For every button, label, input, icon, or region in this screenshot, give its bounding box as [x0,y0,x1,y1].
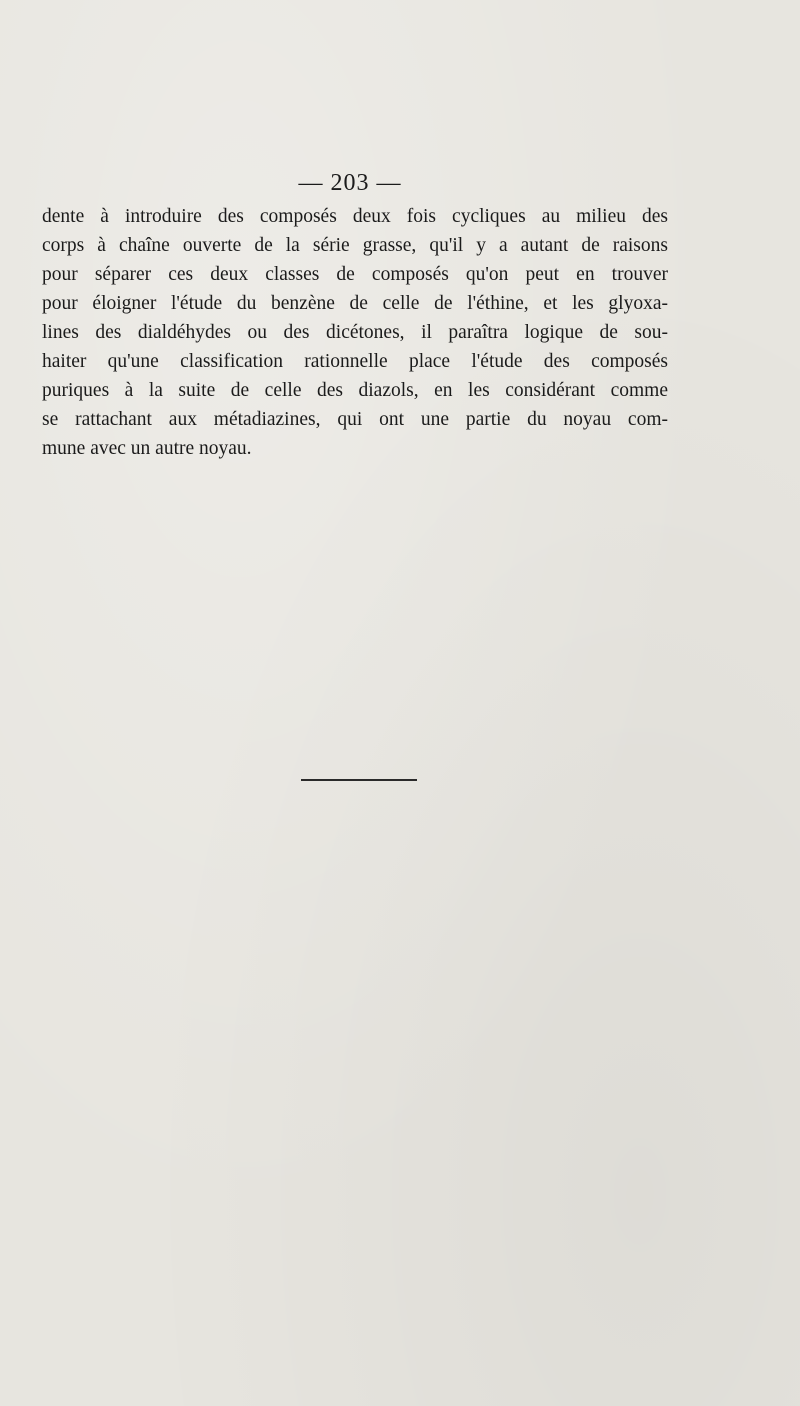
text-line: lines des dialdéhydes ou des dicétones, il paraîtra logique de sou- [42,322,668,343]
text-line: se rattachant aux métadiazines, qui ont une partie du noyau com- [42,409,668,430]
body-paragraph [42,202,668,463]
text-line: corps à chaîne ouverte de la série grasse, qu'il y a autant de raisons [42,235,668,256]
page-number: — 203 — [298,170,402,196]
text-line: puriques à la suite de celle des diazols, en les considérant comme [42,380,668,401]
section-end-rule [301,779,417,781]
text-line: pour éloigner l'étude du benzène de celle de l'éthine, et les glyoxa- [42,293,668,314]
text-line: dente à introduire des composés deux fois cycliques au milieu des [42,206,668,227]
text-line: pour séparer ces deux classes de composés qu'on peut en trouver [42,264,668,285]
text-line: mune avec un autre noyau. [42,438,252,459]
text-line: haiter qu'une classification rationnelle place l'étude des composés [42,351,668,372]
